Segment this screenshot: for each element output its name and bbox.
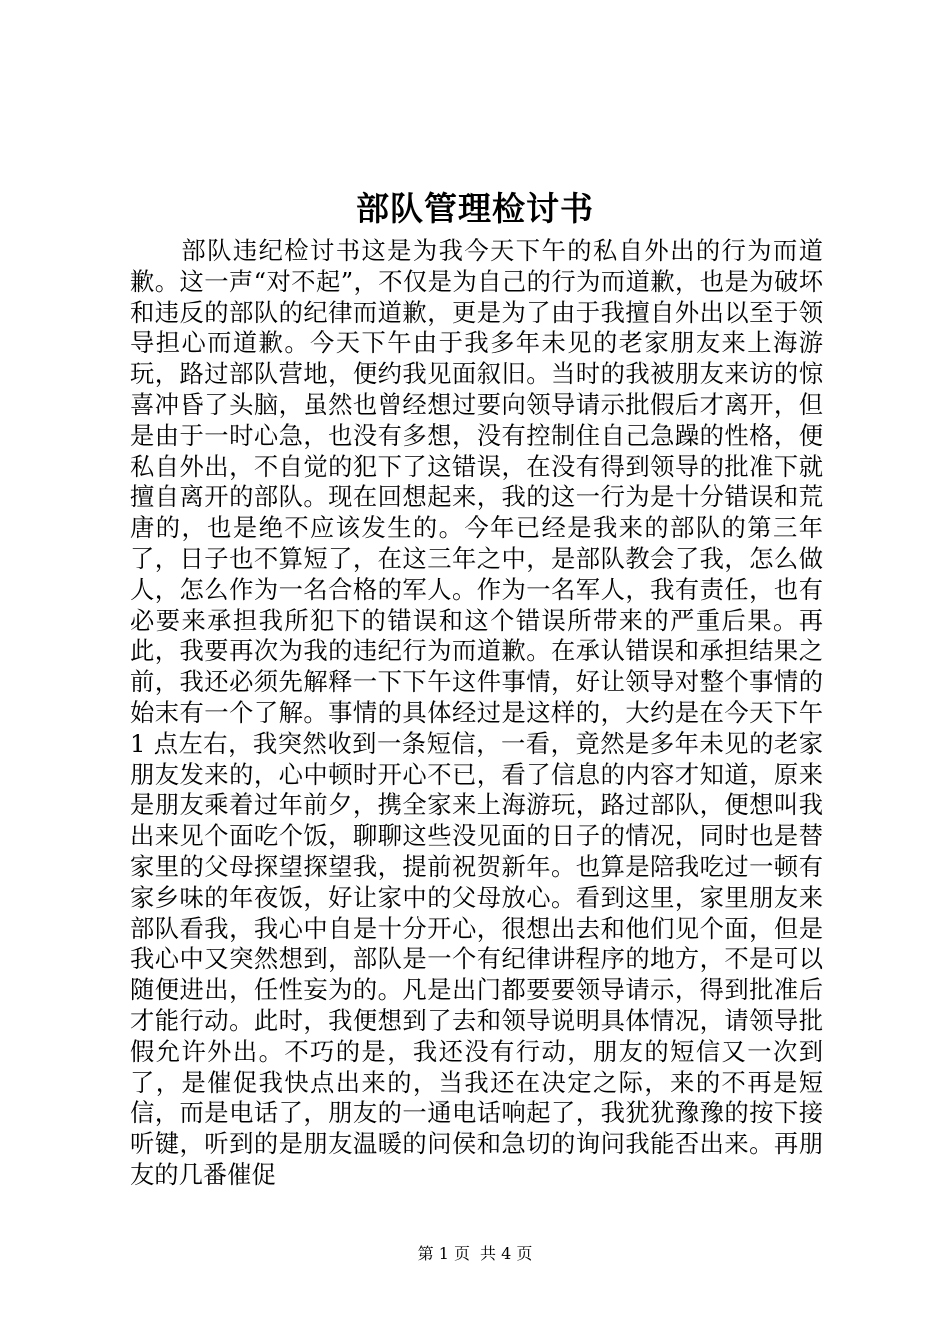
body-paragraph: 部队违纪检讨书这是为我今天下午的私自外出的行为而道歉。这一声“对不起”，不仅是为自己的行为而道歉，也是为破坏和违反的部队的纪律而道歉，更是为了由于我擅自外出以至于领导担心而道歉。今天下午由于我多年未见的老家朋友来上海游玩，路过部队营地，便约我见面叙旧。当时的我被朋友来访的惊喜冲昏了头脑，虽然也曾经想过要向领导请示批假后才离开，但是由于一时心急，也没有多想，没有控制住自己急躁的性格，便私自外出，不自觉的犯下了这错误，在没有得到领导的批准下就擅自离开的部队。现在回想起来，我的这一行为是十分错误和荒唐的，也是绝不应该发生的。今年已经是我来的部队的第三年了，日子也不算短了，在这三年之中，是部队教会了我，怎么做人，怎么作为一名合格的军人。作为一名军人，我有责任，也有必要来承担我所犯下的错误和这个错误所带来的严重后果。再此，我要再次为我的违纪行为而道歉。在承认错误和承担结果之前，我还必须先解释一下下午这件事情，好让领导对整个事情的始末有一个了解。事情的具体经过是这样的，大约是在今天下午 1 点左右，我突然收到一条短信，一看，竟然是多年未见的老家朋友发来的，心中顿时开心不已，看了信息的内容才知道，原来是朋友乘着过年前夕，携全家来上海游玩，路过部队，便想叫我出来见个面吃个饭，聊聊这些没见面的日子的情况，同时也是替家里的父母探望探望我，提前祝贺新年。也算是陪我吃过一顿有家乡味的年夜饭，好让家中的父母放心。看到这里，家里朋友来部队看我，我心中自是十分开心，很想出去和他们见个面，但是我心中又突然想到，部队是一个有纪律讲程序的地方，不是可以随便进出，任性妄为的。凡是出门都要要领导请示，得到批准后才能行动。此时，我便想到了去和领导说明具体情况，请领导批假允许外出。不巧的是，我还没有行动，朋友的短信又一次到了，是催促我快点出来的，当我还在决定之际，来的不再是短信，而是电话了，朋友的一通电话响起了，我犹犹豫豫的按下接听键，听到的是朋友温暖的问侯和急切的询问我能否出来。再朋友的几番催促 [130, 236, 823, 1189]
page-number-current: 第 1 页 [417, 1244, 470, 1263]
page-number-total: 共 4 页 [480, 1244, 533, 1263]
page-footer [0, 1242, 950, 1266]
document-body [130, 236, 823, 1191]
document-title: 部队管理检讨书 [356, 189, 594, 228]
